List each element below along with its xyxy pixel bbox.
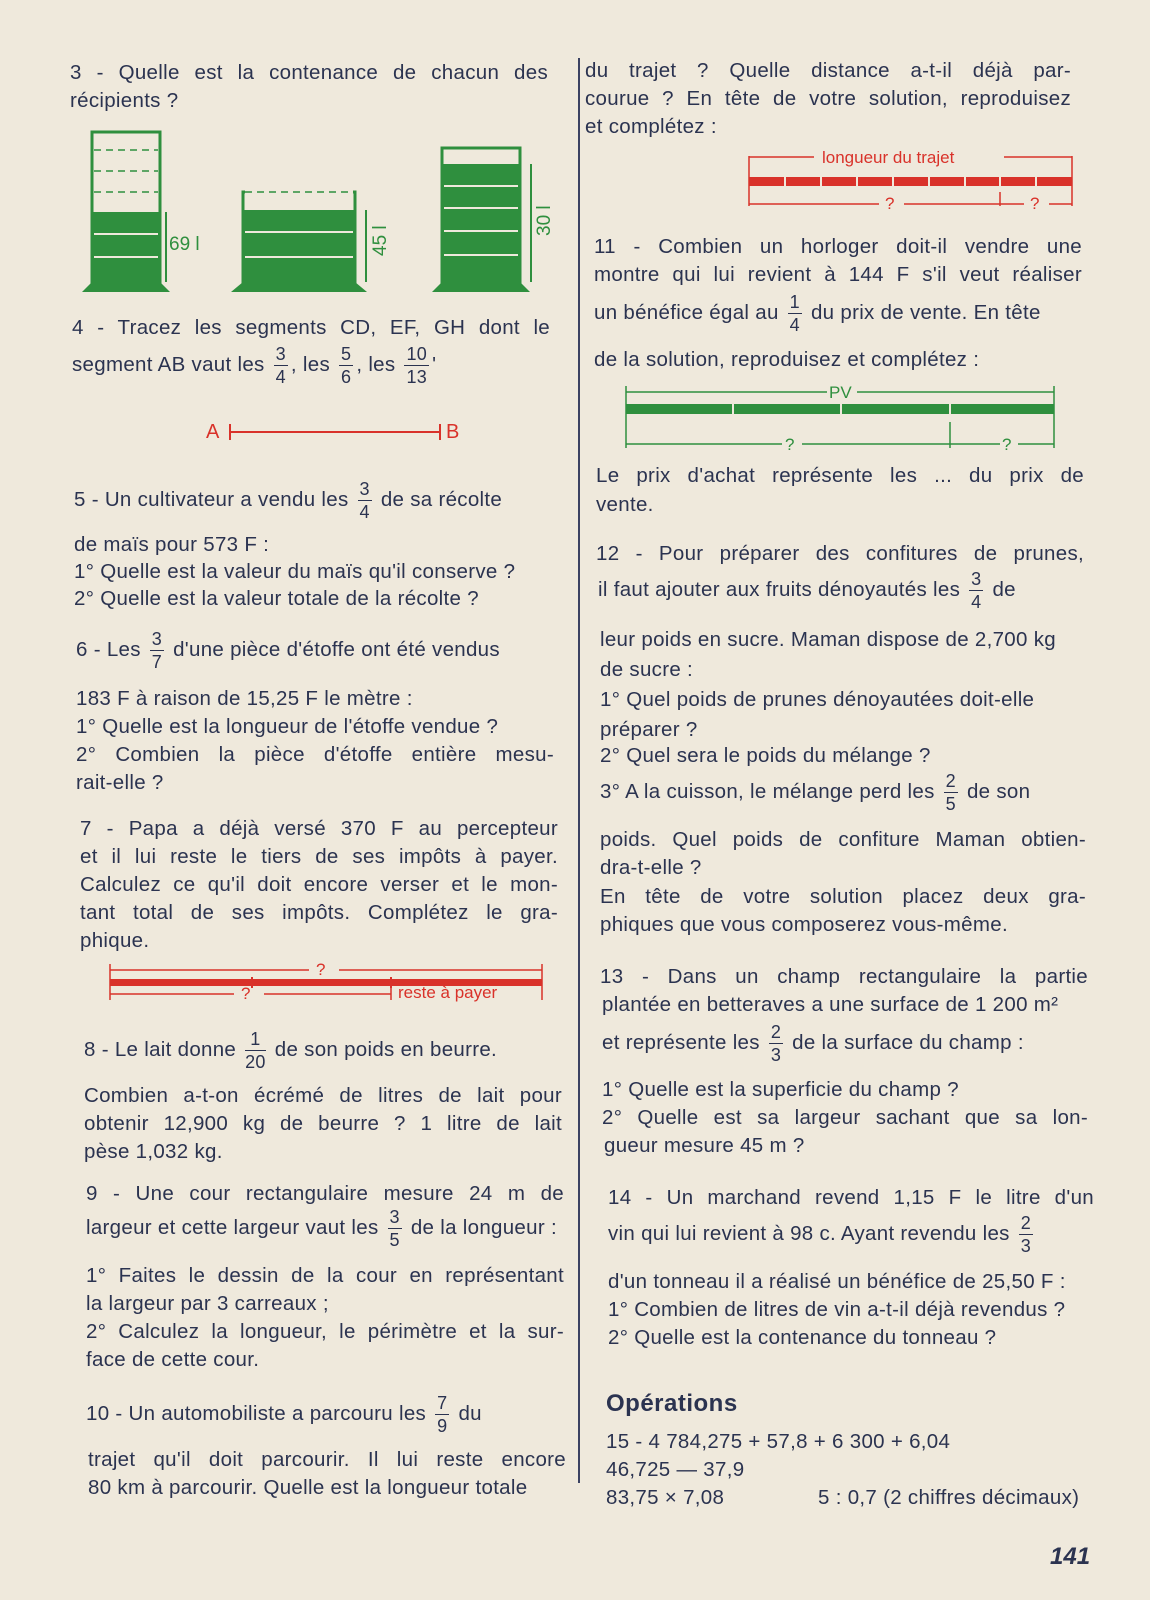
problem-10-cont-line1: du trajet ? Quelle distance a-t-il déjà par- xyxy=(585,59,1071,82)
problem-10-line3: 80 km à parcourir. Quelle est la longueur totale xyxy=(88,1476,528,1499)
problem-8-line3: obtenir 12,900 kg de beurre ? 1 litre de lait xyxy=(84,1112,562,1135)
operations-line3: 83,75 × 7,08 xyxy=(606,1486,725,1509)
problem-10-line2: trajet qu'il doit parcourir. Il lui reste encore xyxy=(88,1448,566,1471)
problem-9-q1: 1° Faites le dessin de la cour en représentant xyxy=(86,1264,564,1287)
graph11-q2: ? xyxy=(1002,435,1012,452)
graph11-title: PV xyxy=(829,383,852,402)
problem-6-q2: 2° Combien la pièce d'étoffe entière mesu- xyxy=(76,743,554,766)
problem-7-line1: 7 - Papa a déjà versé 370 F au percepteur xyxy=(80,817,558,840)
problem-7-line3: Calculez ce qu'il doit encore verser et le mon- xyxy=(80,873,558,896)
problem-12-q1: 1° Quel poids de prunes dénoyautées doit-elle xyxy=(600,688,1035,711)
operations-heading: Opérations xyxy=(606,1390,738,1417)
point-a-label: A xyxy=(206,421,220,443)
problem-9-q1-cont: la largeur par 3 carreaux ; xyxy=(86,1292,329,1315)
problem-14-line1: 14 - Un marchand revend 1,15 F le litre d'un xyxy=(608,1186,1094,1209)
problem-4-line1: 4 - Tracez les segments CD, EF, GH dont le xyxy=(72,316,550,339)
problem-5-q1: 1° Quelle est la valeur du maïs qu'il conserve ? xyxy=(74,560,516,583)
problem-6-line2: 183 F à raison de 15,25 F le mètre : xyxy=(76,687,413,710)
problem-12-line2: il faut ajouter aux fruits dénoyautés les $\frac{3}{4}$ de xyxy=(598,569,1016,612)
problem-13-q2: 2° Quelle est sa largeur sachant que sa lon- xyxy=(602,1106,1088,1129)
container-3 xyxy=(432,148,555,292)
problem-8-line4: pèse 1,032 kg. xyxy=(84,1140,223,1163)
problem-5-line2: de maïs pour 573 F : xyxy=(74,533,270,556)
problem-3-line1: 3 - Quelle est la contenance de chacun des xyxy=(70,61,548,84)
problem-12-line1: 12 - Pour préparer des confitures de prunes, xyxy=(596,542,1084,565)
problem-13-q1: 1° Quelle est la superficie du champ ? xyxy=(602,1078,959,1101)
problem-8-line1: 8 - Le lait donne $\frac{1}{20}$ de son poids en beurre. xyxy=(84,1029,498,1072)
problem-14-line3: d'un tonneau il a réalisé un bénéfice de 25,50 F : xyxy=(608,1270,1066,1293)
problem-9-q2-cont: face de cette cour. xyxy=(86,1348,260,1371)
problem-10-line1: 10 - Un automobiliste a parcouru les $\frac{7}{9}$ du xyxy=(86,1393,482,1436)
problem-11-line1: 11 - Combien un horloger doit-il vendre une xyxy=(594,235,1082,258)
problem-13-line3: et représente les $\frac{2}{3}$ de la surface du champ : xyxy=(602,1022,1024,1065)
problem-14-q1: 1° Combien de litres de vin a-t-il déjà revendus ? xyxy=(608,1298,1066,1321)
container-3-label: 30 l xyxy=(534,205,555,236)
problem-13-line2: plantée en betteraves a une surface de 1 200 m² xyxy=(602,993,1059,1016)
problem-11-line6: vente. xyxy=(596,493,654,516)
container-1-label: 69 l xyxy=(169,234,200,255)
problem-11-line5: Le prix d'achat représente les ... du prix de xyxy=(596,464,1084,487)
problem-3-line2: récipients ? xyxy=(70,89,179,112)
problem-6-q2-cont: rait-elle ? xyxy=(76,771,164,794)
problem-11-line3: un bénéfice égal au $\frac{1}{4}$ du prix de vente. En tête xyxy=(594,292,1041,335)
problem-12-q3-cont2: dra-t-elle ? xyxy=(600,856,702,879)
graph-problem-11 xyxy=(622,382,1062,452)
problem-13-q2-cont: gueur mesure 45 m ? xyxy=(604,1134,805,1157)
operations-line2: 46,725 — 37,9 xyxy=(606,1458,745,1481)
problem-6-line1: 6 - Les $\frac{3}{7}$ d'une pièce d'étoffe ont été vendus xyxy=(76,629,500,672)
problem-8-line2: Combien a-t-on écrémé de litres de lait pour xyxy=(84,1084,562,1107)
problem-13-line1: 13 - Dans un champ rectangulaire la partie xyxy=(600,965,1088,988)
problem-5-q2: 2° Quelle est la valeur totale de la récolte ? xyxy=(74,587,479,610)
problem-12-line11: En tête de votre solution placez deux gra- xyxy=(600,885,1086,908)
problem-10-cont-line2: courue ? En tête de votre solution, reproduisez xyxy=(585,87,1071,110)
problem-7-line2: et il lui reste le tiers de ses impôts à payer. xyxy=(80,845,558,868)
problem-4-line2: segment AB vaut les $\frac{3}{4}$ , les $\frac{5}{6}$ , les $\frac{10}{13}$ ' xyxy=(72,344,437,387)
graph-problem-10 xyxy=(744,148,1084,216)
graph-problem-7 xyxy=(104,960,554,1010)
graph7-reste-label: reste à payer xyxy=(398,983,498,1002)
problem-6-q1: 1° Quelle est la longueur de l'étoffe vendue ? xyxy=(76,715,499,738)
operations-line1: 15 - 4 784,275 + 57,8 + 6 300 + 6,04 xyxy=(606,1430,951,1453)
problem-7-line4: tant total de ses impôts. Complétez le gra- xyxy=(80,901,558,924)
problem-12-line12: phiques que vous composerez vous-même. xyxy=(600,913,1008,936)
operations-line4: 5 : 0,7 (2 chiffres décimaux) xyxy=(818,1486,1080,1509)
graph10-q1: ? xyxy=(885,194,895,213)
container-2-label: 45 l xyxy=(370,225,391,256)
graph7-total-label: ? xyxy=(316,960,326,979)
problem-11-line2: montre qui lui revient à 144 F s'il veut réaliser xyxy=(594,263,1082,286)
problem-12-q2: 2° Quel sera le poids du mélange ? xyxy=(600,744,931,767)
problem-12-q3-cont: poids. Quel poids de confiture Maman obtien- xyxy=(600,828,1086,851)
problem-11-line4: de la solution, reproduisez et complétez : xyxy=(594,348,980,371)
problem-10-cont-line3: et complétez : xyxy=(585,115,717,138)
problem-12-q1-cont: préparer ? xyxy=(600,718,698,741)
segment-ab xyxy=(200,418,480,448)
graph10-q2: ? xyxy=(1030,194,1040,213)
point-b-label: B xyxy=(446,421,460,443)
page-number: 141 xyxy=(1050,1543,1091,1570)
problem-12-q3: 3° A la cuisson, le mélange perd les $\frac{2}{5}$ de son xyxy=(600,771,1031,814)
containers-figure xyxy=(80,128,560,298)
problem-5-line1: 5 - Un cultivateur a vendu les $\frac{3}{4}$ de sa récolte xyxy=(74,479,503,522)
problem-14-line2: vin qui lui revient à 98 c. Ayant revendu les $\frac{2}{3}$ xyxy=(608,1213,1032,1256)
graph10-title: longueur du trajet xyxy=(822,148,955,167)
container-1 xyxy=(82,132,200,292)
container-2 xyxy=(231,192,391,292)
problem-12-line4: de sucre : xyxy=(600,658,694,681)
column-divider xyxy=(578,58,580,1483)
problem-9-line2: largeur et cette largeur vaut les $\frac{3}{5}$ de la longueur : xyxy=(86,1207,557,1250)
problem-9-q2: 2° Calculez la longueur, le périmètre et la sur- xyxy=(86,1320,564,1343)
problem-12-line3: leur poids en sucre. Maman dispose de 2,700 kg xyxy=(600,628,1056,651)
problem-14-q2: 2° Quelle est la contenance du tonneau ? xyxy=(608,1326,997,1349)
graph7-paid-label: ? xyxy=(241,984,251,1003)
problem-9-line1: 9 - Une cour rectangulaire mesure 24 m de xyxy=(86,1182,564,1205)
problem-7-line5: phique. xyxy=(80,929,150,952)
graph11-q1: ? xyxy=(785,435,795,452)
